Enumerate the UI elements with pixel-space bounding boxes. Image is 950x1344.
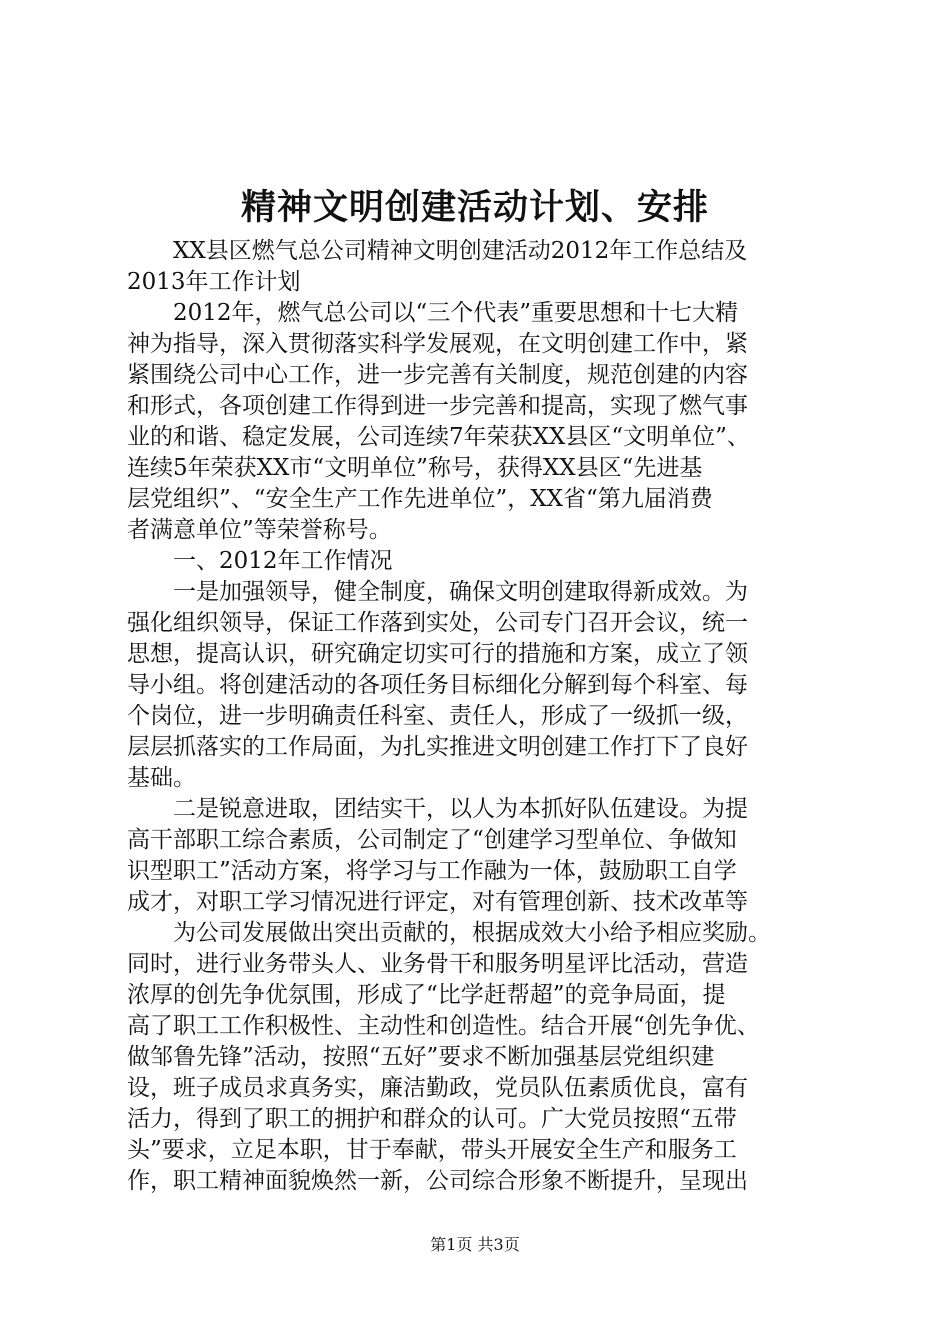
text-line: 高干部职工综合素质，公司制定了“创建学习型单位、争做知	[127, 827, 737, 853]
text-line: 连续5年荣获XX市“文明单位”称号，获得XX县区“先进基	[127, 455, 703, 481]
text-line: 设，班子成员求真务实，廉洁勤政，党员队伍素质优良，富有	[127, 1075, 748, 1101]
text-line: 成才，对职工学习情况进行评定，对有管理创新、技术改革等	[127, 889, 748, 915]
text-line: 者满意单位”等荣誉称号。	[127, 517, 392, 543]
text-line: 活力，得到了职工的拥护和群众的认可。广大党员按照“五带	[127, 1106, 737, 1132]
text-line: 2012年，燃气总公司以“三个代表”重要思想和十七大精	[173, 300, 739, 326]
text-line: 作，职工精神面貌焕然一新，公司综合形象不断提升，呈现出	[127, 1168, 748, 1194]
text-line: 基础。	[127, 765, 196, 791]
text-line: 业的和谐、稳定发展，公司连续7年荣获XX县区“文明单位”、	[127, 424, 750, 450]
text-line: 个岗位，进一步明确责任科室、责任人，形成了一级抓一级，	[127, 703, 748, 729]
text-line: 做邹鲁先锋”活动，按照“五好”要求不断加强基层党组织建	[127, 1044, 715, 1070]
text-line: 强化组织领导，保证工作落到实处，公司专门召开会议，统一	[127, 610, 748, 636]
text-line: 高了职工工作积极性、主动性和创造性。结合开展“创先争优、	[127, 1013, 760, 1039]
text-line: 层党组织”、“安全生产工作先进单位”，XX省“第九届消费	[127, 486, 713, 512]
text-line: 和形式，各项创建工作得到进一步完善和提高，实现了燃气事	[127, 393, 748, 419]
text-line: 2013年工作计划	[127, 269, 301, 295]
text-line: 一、2012年工作情况	[173, 548, 393, 574]
document-title: 精神文明创建活动计划、安排	[240, 187, 709, 228]
text-line: 一是加强领导，健全制度，确保文明创建取得新成效。为	[173, 579, 748, 605]
text-line: 同时，进行业务带头人、业务骨干和服务明星评比活动，营造	[127, 951, 748, 977]
text-line: 神为指导，深入贯彻落实科学发展观，在文明创建工作中，紧	[127, 331, 748, 357]
text-line: 层层抓落实的工作局面，为扎实推进文明创建工作打下了良好	[127, 734, 748, 760]
page-footer: 第1页 共3页	[430, 1235, 520, 1254]
text-line: 思想，提高认识，研究确定切实可行的措施和方案，成立了领	[127, 641, 748, 667]
document-body	[127, 236, 827, 1197]
text-line: 浓厚的创先争优氛围，形成了“比学赶帮超”的竞争局面，提	[127, 982, 726, 1008]
text-line: 紧围绕公司中心工作，进一步完善有关制度，规范创建的内容	[127, 362, 748, 388]
text-line: 二是锐意进取，团结实干，以人为本抓好队伍建设。为提	[173, 796, 748, 822]
text-line: 为公司发展做出突出贡献的，根据成效大小给予相应奖励。	[173, 920, 771, 946]
text-line: 导小组。将创建活动的各项任务目标细化分解到每个科室、每	[127, 672, 748, 698]
text-line: 头”要求，立足本职，甘于奉献，带头开展安全生产和服务工	[127, 1137, 737, 1163]
text-line: 识型职工”活动方案，将学习与工作融为一体，鼓励职工自学	[127, 858, 737, 884]
text-line: XX县区燃气总公司精神文明创建活动2012年工作总结及	[173, 238, 748, 264]
